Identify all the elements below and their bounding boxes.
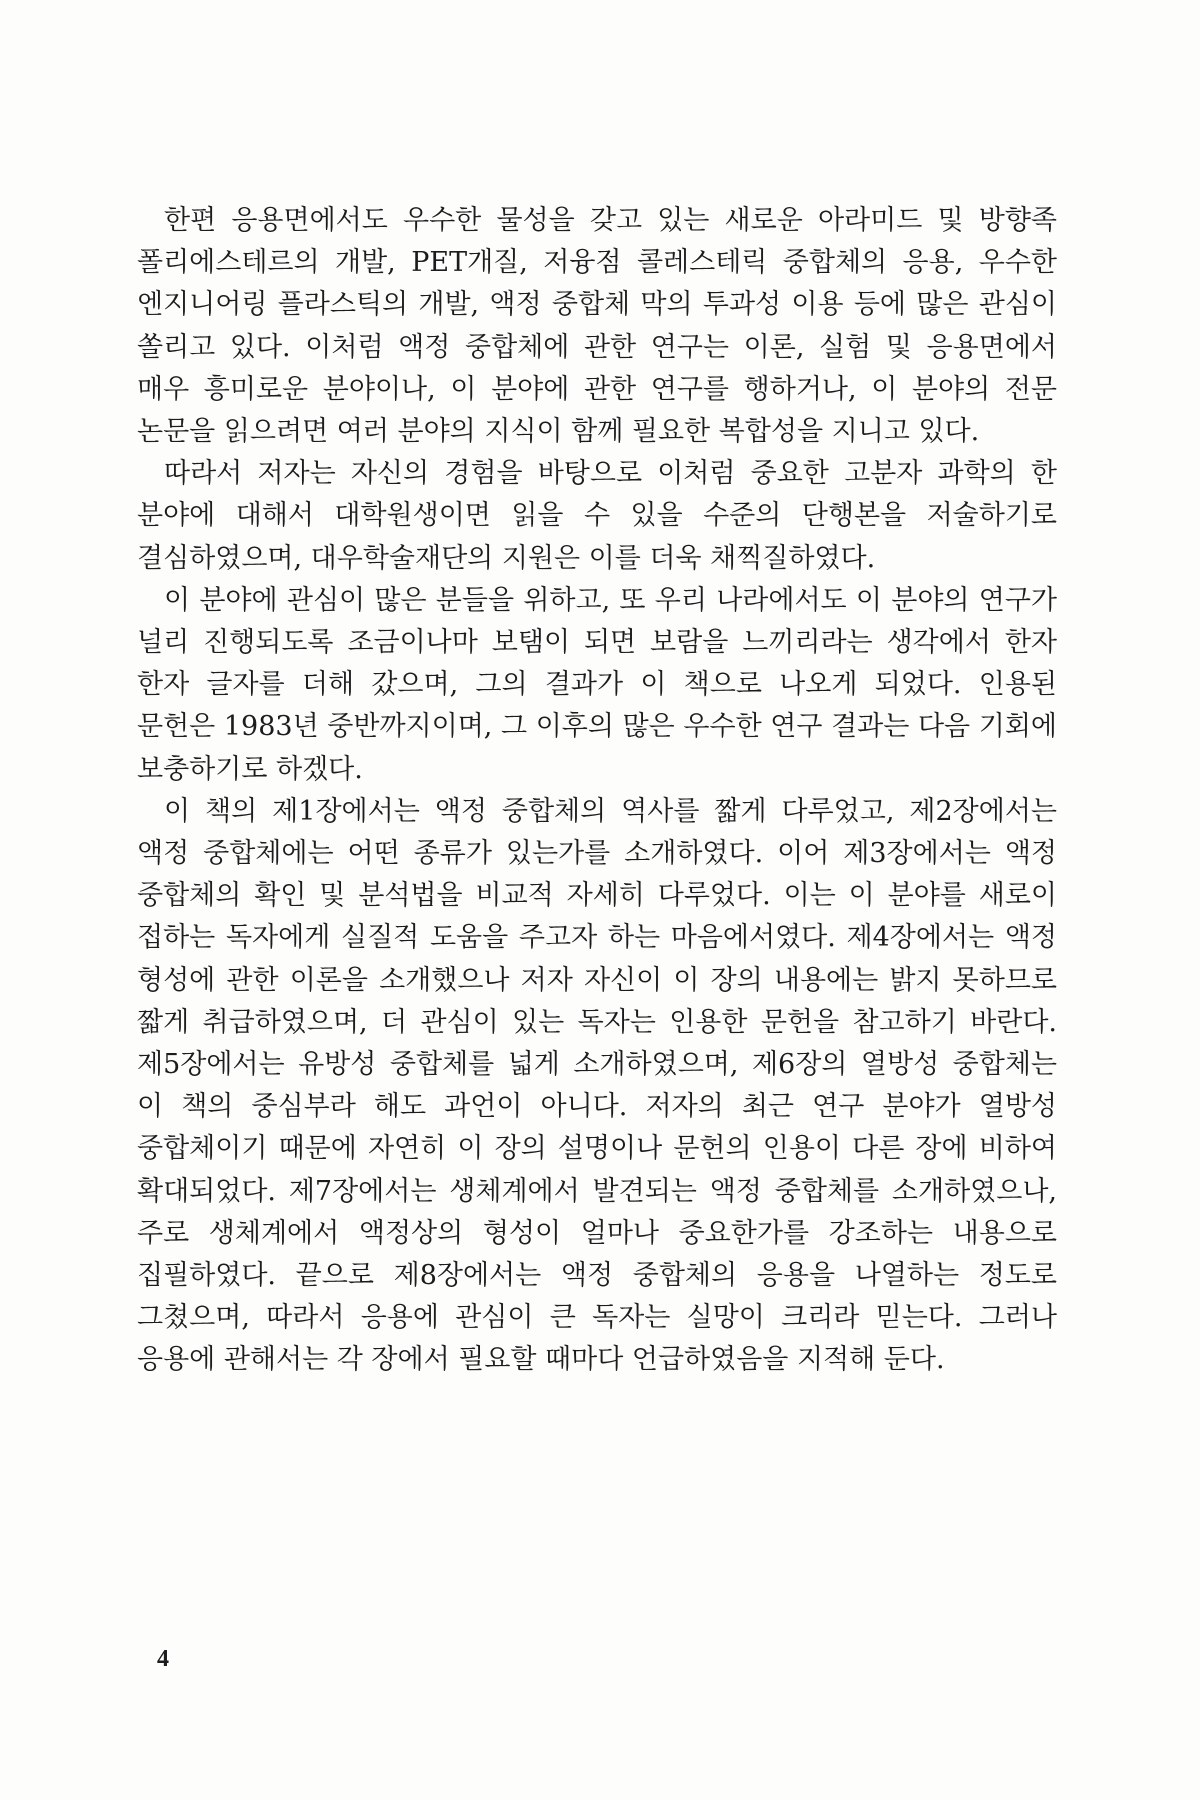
paragraph-3: 이 분야에 관심이 많은 분들을 위하고, 또 우리 나라에서도 이 분야의 연구가 널리 진행되도록 조금이나마 보탬이 되면 보람을 느끼리라는 생각에서 한자 한자 글자를 더해 갔으며, 그의 결과가 이 책으로 나오게 되었다. 인용된 문헌은 1983년 중반까지이며, 그 이후의 많은 우수한 연구 결과는 다음 기회에 보충하기로 하겠다. [137, 584, 1057, 785]
page-number: 4 [157, 1646, 169, 1672]
paragraph-1: 한편 응용면에서도 우수한 물성을 갖고 있는 새로운 아라미드 및 방향족 폴리에스테르의 개발, PET개질, 저융점 콜레스테릭 중합체의 응용, 우수한 엔지니어링 플라스틱의 개발, 액정 중합체 막의 투과성 이용 등에 많은 관심이 쏠리고 있다. 이처럼 액정 중합체에 관한 연구는 이론, 실험 및 응용면에서 매우 흥미로운 분야이나, 이 분야에 관한 연구를 행하거나, 이 분야의 전문 논문을 읽으려면 여러 분야의 지식이 함께 필요한 복합성을 지니고 있다. [137, 205, 1057, 448]
paragraph-4: 이 책의 제1장에서는 액정 중합체의 역사를 짧게 다루었고, 제2장에서는 액정 중합체에는 어떤 종류가 있는가를 소개하였다. 이어 제3장에서는 액정 중합체의 확인 및 분석법을 비교적 자세히 다루었다. 이는 이 분야를 새로이 접하는 독자에게 실질적 도움을 주고자 하는 마음에서였다. 제4장에서는 액정 형성에 관한 이론을 소개했으나 저자 자신이 이 장의 내용에는 밝지 못하므로 짧게 취급하였으며, 더 관심이 있는 독자는 인용한 문헌을 참고하기 바란다. 제5장에서는 유방성 중합체를 넓게 소개하였으며, 제6장의 열방성 중합체는 이 책의 중심부라 해도 과언이 아니다. 저자의 최근 연구 분야가 열방성 중합체이기 때문에 자연히 이 장의 설명이나 문헌의 인용이 다른 장에 비하여 확대되었다. 제7장에서는 생체계에서 발견되는 액정 중합체를 소개하였으나, 주로 생체계에서 액정상의 형성이 얼마나 중요한가를 강조하는 내용으로 집필하였다. 끝으로 제8장에서는 액정 중합체의 응용을 나열하는 정도로 그쳤으며, 따라서 응용에 관심이 큰 독자는 실망이 크리라 믿는다. 그러나 응용에 관해서는 각 장에서 필요할 때마다 언급하였음을 지적해 둔다. [137, 795, 1057, 1376]
body-text [137, 200, 1057, 1382]
paragraph-2: 따라서 저자는 자신의 경험을 바탕으로 이처럼 중요한 고분자 과학의 한 분야에 대해서 대학원생이면 읽을 수 있을 수준의 단행본을 저술하기로 결심하였으며, 대우학술재단의 지원은 이를 더욱 채찍질하였다. [137, 458, 1057, 574]
